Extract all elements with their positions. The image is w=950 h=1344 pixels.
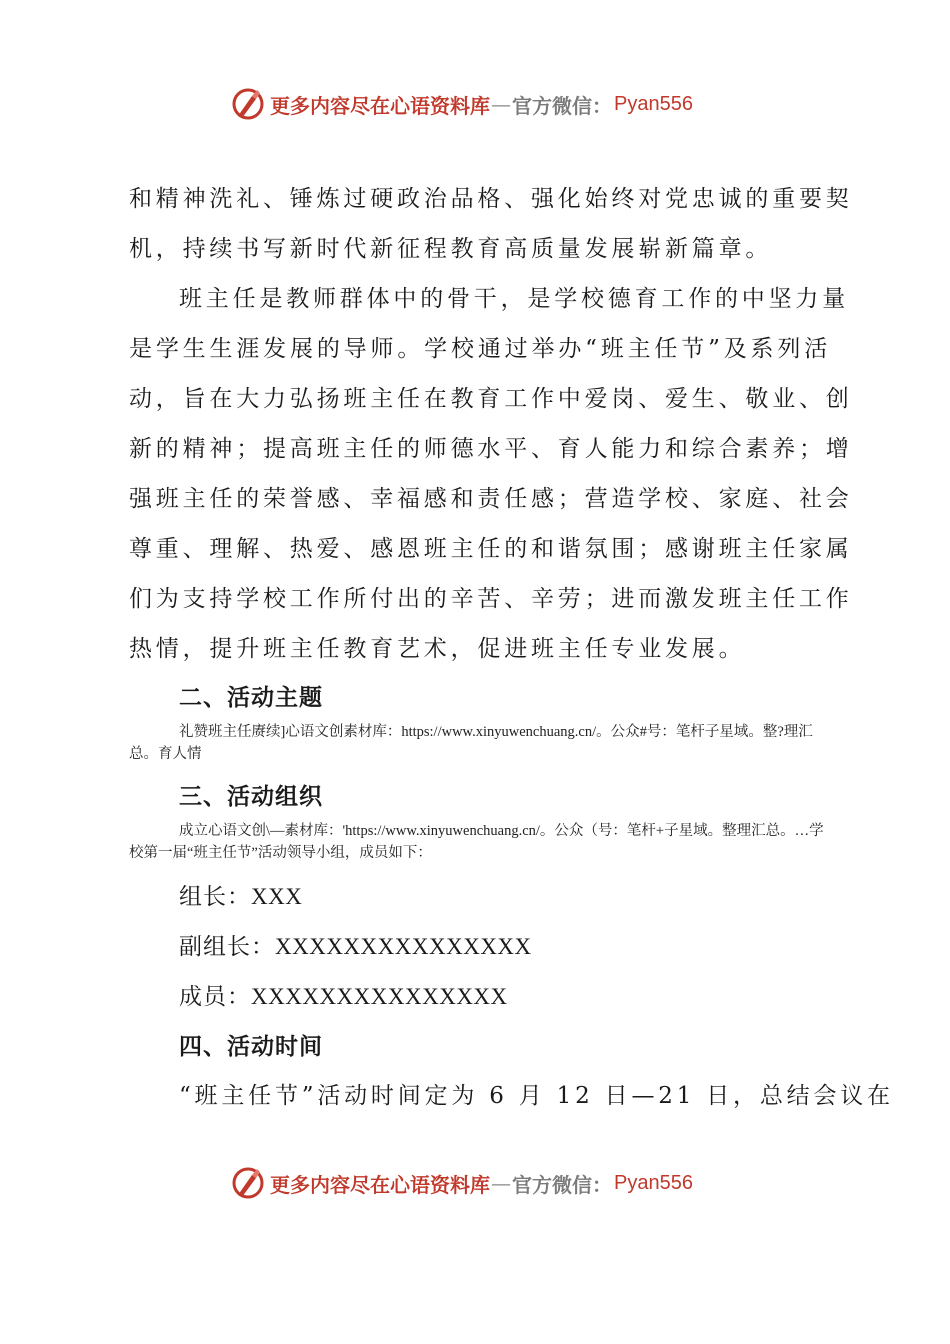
para1-line1: 和精神洗礼、锤炼过硬政治品格、强化始终对党忠诚的重要契 [129,186,853,212]
leader-value: XXX [251,884,303,909]
banner-red-text: 更多内容尽在心语资料库 [270,93,490,118]
section3-heading: 三、活动组织 [179,783,323,810]
para2-line1: 班主任是教师群体中的骨干，是学校德育工作的中坚力量 [179,286,849,312]
members-line [179,982,508,1012]
leader-line [179,882,302,912]
section4-line: “班主任节”活动时间定为 6 月 12 日—21 日，总结会议在 [179,1083,894,1109]
section2-heading: 二、活动主题 [179,684,323,711]
section3-text [129,820,831,864]
members-value: XXXXXXXXXXXXXXX [251,984,508,1009]
banner-gray-text: 官方微信： [512,93,612,118]
banner-wechat-id: Pyan556 [614,1171,693,1194]
para2-line8: 热情，提升班主任教育艺术，促进班主任专业发展。 [129,636,746,662]
section2-paragraph: 礼赞班主任赓续]心语文创素材库：https://www.xinyuwenchuang.cn/。公众#号：笔杆子星域。整?理汇总。育人情 [129,724,813,762]
para2-line5: 强班主任的荣誉感、幸福感和责任感；营造学校、家庭、社会 [129,486,853,512]
banner-gray-text: 官方微信： [512,1172,612,1197]
para2-line7: 们为支持学校工作所付出的辛苦、辛劳；进而激发班主任工作 [129,586,853,612]
header-banner [230,84,750,124]
section2-text [129,721,831,765]
banner-wechat-id: Pyan556 [614,92,693,115]
footer-banner [230,1163,750,1203]
section4-heading: 四、活动时间 [179,1033,323,1060]
section3-paragraph: 成立心语文创\—素材库：'https://www.xinyuwenchuang.cn/。公众（号：笔杆+子星域。整理汇总。…学校第一届“班主任节”活动领导小组，成员如下： [129,823,824,861]
para2-line3: 动，旨在大力弘扬班主任在教育工作中爱岗、爱生、敬业、创 [129,386,853,412]
para2-line2: 是学生生涯发展的导师。学校通过举办“班主任节”及系列活 [129,336,831,362]
banner-red-text: 更多内容尽在心语资料库 [270,1172,490,1197]
pen-circle-logo-icon [230,86,266,122]
pen-circle-logo-icon [230,1165,266,1201]
members-label: 成员： [179,984,251,1010]
leader-label: 组长： [179,884,251,910]
deputy-line [179,932,532,962]
deputy-value: XXXXXXXXXXXXXXX [275,934,532,959]
banner-dash: — [491,92,511,116]
para1-line2: 机，持续书写新时代新征程教育高质量发展崭新篇章。 [129,236,773,262]
para2-line6: 尊重、理解、热爱、感恩班主任的和谐氛围；感谢班主任家属 [129,536,853,562]
deputy-label: 副组长： [179,934,275,960]
banner-dash: — [491,1171,511,1195]
para2-line4: 新的精神；提高班主任的师德水平、育人能力和综合素养；增 [129,436,853,462]
